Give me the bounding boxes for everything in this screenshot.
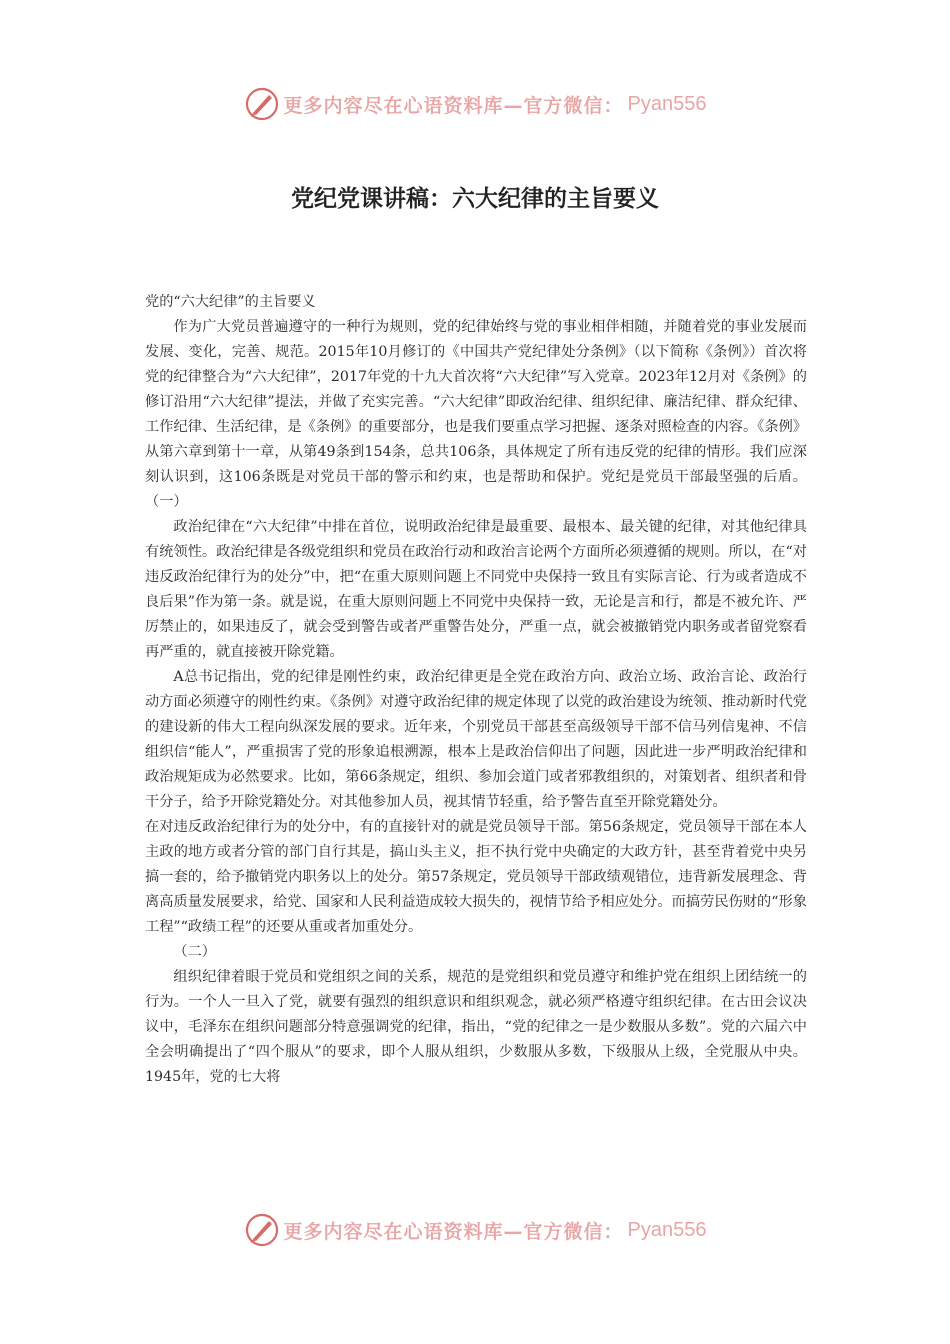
paragraph: 政治纪律在“六大纪律”中排在首位，说明政治纪律是最重要、最根本、最关键的纪律，对其他纪律具有统领性。政治纪律是各级党组织和党员在政治行动和政治言论两个方面所必须遵循的规则。所以，在“对违反政治纪律行为的处分”中，把“在重大原则问题上不同党中央保持一致且有实际言论、行为或者造成不良后果”作为第一条。就是说，在重大原则问题上不同党中央保持一致，无论是言和行，都是不被允许、严厉禁止的，如果违反了，就会受到警告或者严重警告处分，严重一点，就会被撤销党内职务或者留党察看再严重的，就直接被开除党籍。 — [145, 519, 807, 660]
quill-logo-icon — [244, 1212, 280, 1248]
banner-wechat-id: Pyan556 — [627, 92, 707, 115]
paragraph-subtitle: 党的“六大纪律”的主旨要义 — [145, 294, 316, 310]
paragraph: A总书记指出，党的纪律是刚性约束，政治纪律更是全党在政治方向、政治立场、政治言论、政治行动方面必须遵守的刚性约束。《条例》对遵守政治纪律的规定体现了以党的政治建设为统领、推动新时代党的建设新的伟大工程向纵深发展的要求。近年来，个别党员干部甚至高级领导干部不信马列信鬼神、不信组织信“能人”，严重损害了党的形象追根溯源，根本上是政治信仰出了问题，因此进一步严明政治纪律和政治规矩成为必然要求。比如，第66条规定，组织、参加会道门或者邪教组织的，对策划者、组织者和骨干分子，给予开除党籍处分。对其他参加人员，视其情节轻重，给予警告直至开除党籍处分。 — [145, 669, 807, 810]
footer-banner — [0, 1210, 950, 1250]
banner-text: 更多内容尽在心语资料库—官方微信： — [283, 1220, 624, 1243]
banner-wechat-id: Pyan556 — [627, 1218, 707, 1241]
paragraph: 在对违反政治纪律行为的处分中，有的直接针对的就是党员领导干部。第56条规定，党员领导干部在本人主政的地方或者分管的部门自行其是，搞山头主义，拒不执行党中央确定的大政方针，甚至背着党中央另搞一套的，给予撤销党内职务以上的处分。第57条规定，党员领导干部政绩观错位，违背新发展理念、背离高质量发展要求，给党、国家和人民利益造成较大损失的，视情节给予相应处分。而搞劳民伤财的“形象工程”“政绩工程”的还要从重或者加重处分。 — [145, 819, 807, 935]
document-title: 党纪党课讲稿：六大纪律的主旨要义 — [291, 186, 659, 212]
header-banner — [0, 84, 950, 124]
banner-text: 更多内容尽在心语资料库—官方微信： — [283, 94, 624, 117]
paragraph: 作为广大党员普遍遵守的一种行为规则，党的纪律始终与党的事业相伴相随，并随着党的事业发展而发展、变化，完善、规范。2015年10月修订的《中国共产党纪律处分条例》（以下简称《条例》）首次将党的纪律整合为“六大纪律”，2017年党的十九大首次将“六大纪律”写入党章。2023年12月对《条例》的修订沿用“六大纪律”提法，并做了充实完善。“六大纪律”即政治纪律、组织纪律、廉洁纪律、群众纪律、工作纪律、生活纪律，是《条例》的重要部分，也是我们要重点学习把握、逐条对照检查的内容。《条例》从第六章到第十一章，从第49条到154条，总共106条，具体规定了所有违反党的纪律的情形。我们应深刻认识到，这106条既是对党员干部的警示和约束，也是帮助和保护。党纪是党员干部最坚强的后盾。（一） — [145, 319, 807, 510]
document-body — [145, 290, 807, 1090]
paragraph: 组织纪律着眼于党员和党组织之间的关系，规范的是党组织和党员遵守和维护党在组织上团结统一的行为。一个人一旦入了党，就要有强烈的组织意识和组织观念，就必须严格遵守组织纪律。在古田会议决议中，毛泽东在组织问题部分特意强调党的纪律，指出，“党的纪律之一是少数服从多数”。党的六届六中全会明确提出了“四个服从”的要求，即个人服从组织，少数服从多数，下级服从上级，全党服从中央。1945年，党的七大将 — [145, 969, 807, 1085]
section-marker: （二） — [173, 944, 216, 960]
quill-logo-icon — [244, 86, 280, 122]
